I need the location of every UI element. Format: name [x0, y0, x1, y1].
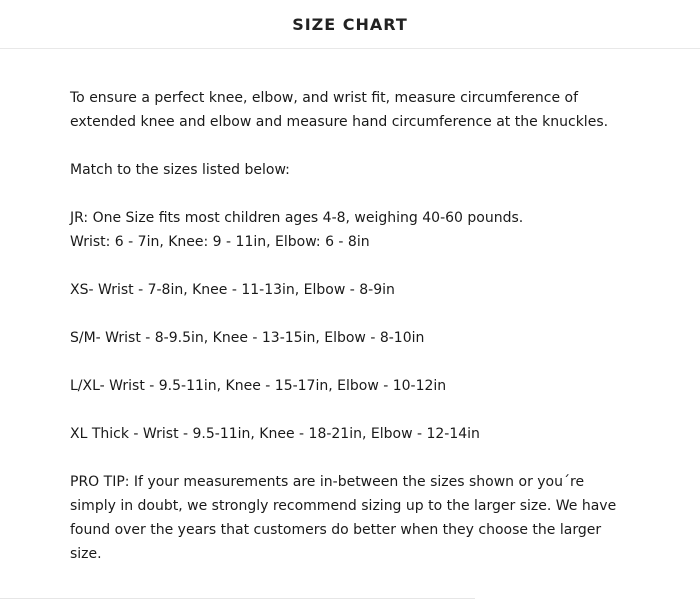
size-chart-header [0, 0, 700, 49]
pro-tip-line: simply in doubt, we strongly recommend sizing up to the larger size. We have [70, 498, 617, 514]
intro-paragraph [70, 86, 630, 134]
size-sm-line: S/M- Wrist - 8-9.5in, Knee - 13-15in, Elbow - 8-10in [70, 330, 425, 346]
size-xs-line: XS- Wrist - 7-8in, Knee - 11-13in, Elbow - 8-9in [70, 282, 395, 298]
match-instruction [70, 158, 630, 182]
match-line: Match to the sizes listed below: [70, 162, 290, 178]
size-lxl-line: L/XL- Wrist - 9.5-11in, Knee - 15-17in, Elbow - 10-12in [70, 378, 447, 394]
size-jr-measurements: Wrist: 6 - 7in, Knee: 9 - 11in, Elbow: 6 - 8in [70, 234, 370, 250]
size-jr-line: JR: One Size fits most children ages 4-8, weighing 40-60 pounds. [70, 210, 524, 226]
size-xl-thick [70, 422, 630, 446]
pro-tip-line: PRO TIP: If your measurements are in-between the sizes shown or you´re [70, 474, 585, 490]
size-xl-thick-line: XL Thick - Wrist - 9.5-11in, Knee - 18-21in, Elbow - 12-14in [70, 426, 480, 442]
size-sm [70, 326, 630, 350]
size-xs [70, 278, 630, 302]
page-title: SIZE CHART [292, 14, 408, 34]
intro-line: To ensure a perfect knee, elbow, and wrist fit, measure circumference of [70, 90, 579, 106]
bottom-divider [0, 598, 475, 599]
intro-line: extended knee and elbow and measure hand circumference at the knuckles. [70, 114, 609, 130]
size-jr [70, 206, 630, 254]
pro-tip-line: found over the years that customers do better when they choose the larger [70, 522, 602, 538]
size-lxl [70, 374, 630, 398]
pro-tip-line: size. [70, 546, 102, 562]
pro-tip [70, 470, 630, 566]
size-chart-content [70, 86, 630, 566]
